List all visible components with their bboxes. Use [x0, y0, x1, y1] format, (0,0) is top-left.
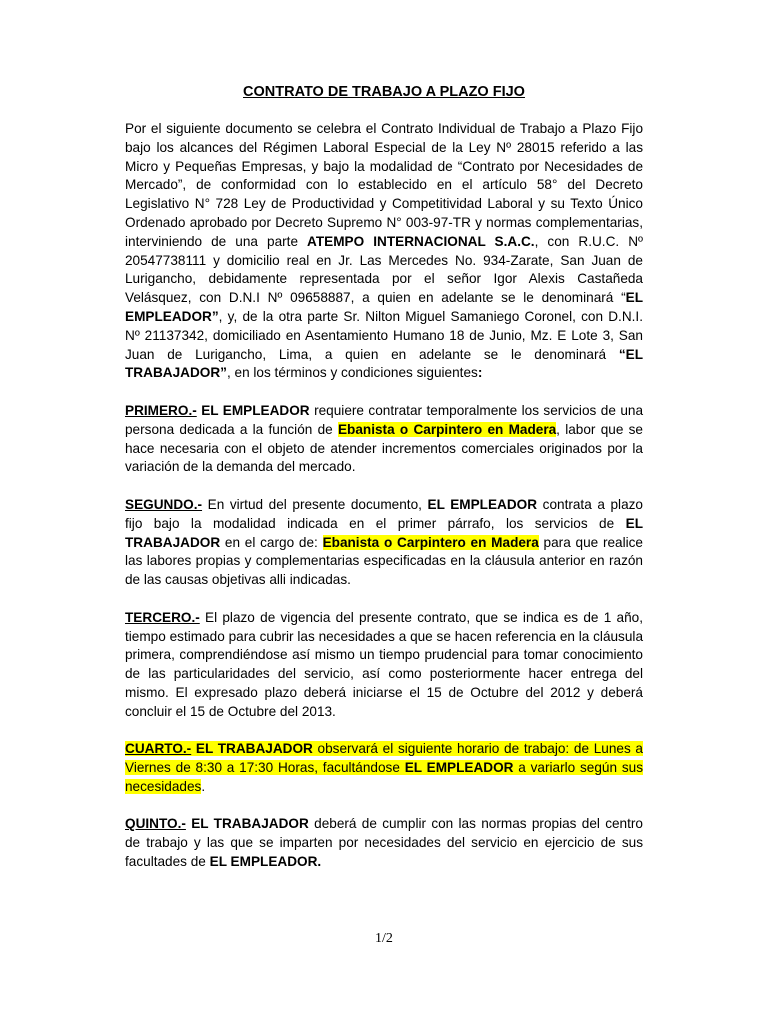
clause-label: SEGUNDO.- — [125, 496, 203, 512]
employer-term: EL EMPLEADOR — [201, 402, 310, 418]
intro-paragraph — [125, 120, 643, 383]
clause-text: , labor que se hace necesaria con el objeto de atender incrementos comerciales originados por la variación de la demanda del mercado. — [125, 421, 643, 475]
employer-term: EL EMPLEADOR — [427, 496, 538, 512]
clause-text: . — [201, 778, 206, 794]
employer-term: EL EMPLEADOR — [404, 760, 514, 776]
page-number: 1/2 — [375, 931, 393, 946]
clause-label: TERCERO.- — [125, 609, 200, 625]
clause-text: observará el siguiente horario de trabajo: de Lunes a Viernes de 8:30 a 17:30 Horas, facultándose — [125, 741, 643, 776]
worker-term: “EL TRABAJADOR” — [125, 346, 643, 381]
clause-label: CUARTO.- — [125, 741, 192, 757]
intro-text: Por el siguiente documento se celebra el Contrato Individual de Trabajo a Plazo Fijo bajo los alcances del Régimen Laboral Especial de la Ley Nº 28015 referido a las Micro y Pequeñas Empresas, y bajo la modalidad de “Contrato por Necesidades de Mercado”, de conformidad con lo establecido en el artículo 58° del Decreto Legislativo N° 728 Ley de Productividad y Competitividad Laboral y su Texto Único Ordenado aprobado por Decreto Supremo N° 003-97-TR y normas complementarias, interviniendo de una parte — [125, 121, 643, 249]
worker-term: EL TRABAJADOR — [125, 515, 643, 550]
clause-label: QUINTO.- — [125, 816, 186, 832]
clause-text: para que realice las labores propias y complementarias especificadas en la cláusula anterior en razón de las causas objetivas alli indicadas. — [125, 534, 643, 588]
clause-text: contrata a plazo fijo bajo la modalidad indicada en el primer párrafo, los servicios de — [125, 496, 643, 531]
clause-text: El plazo de vigencia del presente contrato, que se indica es de 1 año, tiempo estimado para cubrir las necesidades a que se hacen referencia en la cláusula primera, comprendiéndose así mismo un tiempo prudencial para tomar conocimiento de las particularidades del servicio, así como posteriormente hacer entrega del mismo. El expresado plazo deberá iniciarse el 15 de Octubre del 2012 y deberá concluir el 15 de Octubre del 2013. — [125, 609, 643, 719]
clause-tercero — [125, 609, 643, 722]
job-title-highlight: Ebanista o Carpintero en Madera — [337, 421, 557, 437]
clause-text: deberá de cumplir con las normas propias del centro de trabajo y las que se imparten por necesidades del servicio en ejercicio de sus facultades de — [125, 816, 643, 870]
employer-term: EL EMPLEADOR. — [209, 854, 322, 870]
employer-term: EL EMPLEADOR” — [125, 290, 643, 324]
clause-text: En virtud del presente documento, — [202, 496, 428, 512]
clause-text: necesidades — [125, 778, 202, 794]
clause-label: PRIMERO.- — [125, 402, 197, 418]
clause-segundo — [125, 496, 643, 590]
intro-colon: : — [477, 365, 483, 381]
document-title: CONTRATO DE TRABAJO A PLAZO FIJO — [243, 84, 525, 100]
intro-text: , con R.U.C. Nº 20547738111 y domicilio real en Jr. Las Mercedes No. 934-Zarate, San Juan de Lurigancho, debidamente representada por el señor Igor Alexis Castañeda Velásquez, con D.N.I Nº 09658887, a quien en adelante se le denominará “ — [125, 233, 643, 306]
intro-text: , y, de la otra parte Sr. Nilton Miguel Samaniego Coronel, con D.N.I. Nº 21137342, domiciliado en Asentamiento Humano 18 de Junio, Mz. E Lote 3, San Juan de Lurigancho, Lima, a quien en adelante se le denominará — [125, 308, 643, 362]
intro-text: , en los términos y condiciones siguientes — [226, 365, 478, 381]
company-name: ATEMPO INTERNACIONAL S.A.C. — [307, 233, 535, 249]
clause-text: en el cargo de: — [220, 534, 323, 550]
document-body — [125, 120, 643, 891]
clause-cuarto — [125, 740, 643, 796]
clause-text: a variarlo según sus — [513, 760, 643, 776]
clause-quinto — [125, 815, 643, 871]
worker-term: EL TRABAJADOR — [195, 741, 313, 757]
clause-text: requiere contratar temporalmente los servicios de una persona dedicada a la función de — [125, 402, 643, 437]
worker-term: EL TRABAJADOR — [191, 816, 309, 832]
clause-primero — [125, 402, 643, 477]
job-title-highlight: Ebanista o Carpintero en Madera — [322, 534, 539, 550]
